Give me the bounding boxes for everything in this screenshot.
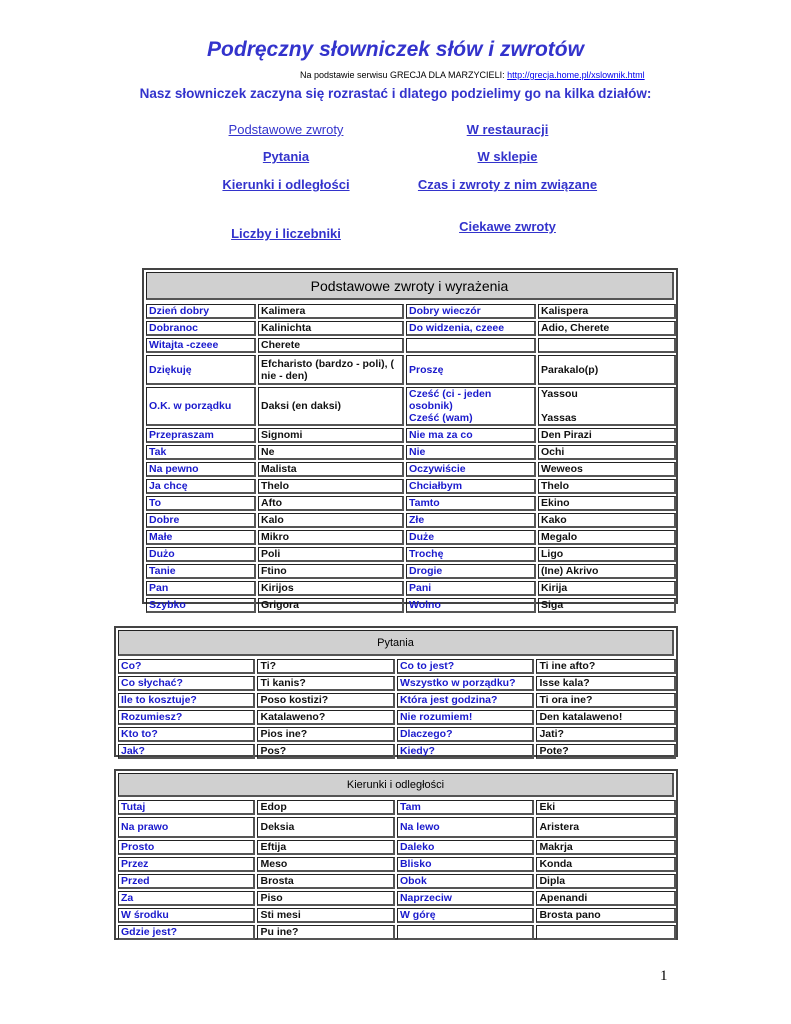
- table-row: [146, 479, 676, 494]
- greek-phrase-cell: Poli: [258, 547, 404, 562]
- table-row: [146, 304, 676, 319]
- polish-phrase-cell: Witajta -czeee: [146, 338, 256, 353]
- greek-phrase-cell: Daksi (en daksi): [258, 387, 404, 426]
- polish-phrase-cell: W środku: [118, 908, 255, 923]
- greek-phrase-cell: Ftino: [258, 564, 404, 579]
- greek-phrase-cell: Kirijos: [258, 581, 404, 596]
- nav-link-restauracja[interactable]: W restauracji: [466, 122, 549, 137]
- polish-phrase-cell: Co słychać?: [118, 676, 255, 691]
- table-row: [146, 387, 676, 426]
- polish-phrase-cell: Drogie: [406, 564, 536, 579]
- table-row: [146, 355, 676, 385]
- table-row: [146, 445, 676, 460]
- polish-phrase-cell: Dużo: [146, 547, 256, 562]
- polish-phrase-cell: Która jest godzina?: [397, 693, 534, 708]
- table-row: [118, 727, 676, 742]
- polish-phrase-cell: Daleko: [397, 840, 534, 855]
- greek-phrase-cell: Edop: [257, 800, 394, 815]
- table-row: [118, 800, 676, 815]
- greek-phrase-cell: Isse kala?: [536, 676, 676, 691]
- greek-phrase-cell: Pos?: [257, 744, 394, 759]
- greek-phrase-cell: Siga: [538, 598, 676, 613]
- polish-phrase-cell: Kto to?: [118, 727, 255, 742]
- polish-phrase-cell: Nie rozumiem!: [397, 710, 534, 725]
- source-note: [300, 70, 645, 80]
- polish-phrase-cell: Ja chcę: [146, 479, 256, 494]
- polish-phrase-cell: Obok: [397, 874, 534, 889]
- greek-phrase-cell: Ti?: [257, 659, 394, 674]
- table-kierunki: [116, 798, 678, 942]
- page-number: 1: [660, 968, 668, 984]
- polish-phrase-cell: [406, 338, 536, 353]
- polish-phrase-cell: Kiedy?: [397, 744, 534, 759]
- greek-phrase-cell: Eftija: [257, 840, 394, 855]
- greek-phrase-cell: Den Pirazi: [538, 428, 676, 443]
- greek-phrase-cell: Brosta pano: [536, 908, 676, 923]
- greek-phrase-cell: Kako: [538, 513, 676, 528]
- polish-phrase-cell: Duże: [406, 530, 536, 545]
- greek-phrase-cell: Yassou Yassas: [538, 387, 676, 426]
- polish-phrase-cell: Pani: [406, 581, 536, 596]
- polish-phrase-cell: Przez: [118, 857, 255, 872]
- greek-phrase-cell: Thelo: [258, 479, 404, 494]
- nav-link-liczby[interactable]: Liczby i liczebniki: [231, 226, 341, 241]
- greek-phrase-cell: Thelo: [538, 479, 676, 494]
- greek-phrase-cell: Ti ine afto?: [536, 659, 676, 674]
- polish-phrase-cell: Gdzie jest?: [118, 925, 255, 940]
- polish-phrase-cell: Tanie: [146, 564, 256, 579]
- table-kierunki-title: Kierunki i odległości: [118, 773, 674, 797]
- greek-phrase-cell: Afto: [258, 496, 404, 511]
- table-podstawowe: [144, 302, 678, 615]
- greek-phrase-cell: Ti kanis?: [257, 676, 394, 691]
- polish-phrase-cell: Do widzenia, czeee: [406, 321, 536, 336]
- polish-phrase-cell: Trochę: [406, 547, 536, 562]
- table-row: [146, 496, 676, 511]
- greek-phrase-cell: Makrja: [536, 840, 676, 855]
- polish-phrase-cell: Jak?: [118, 744, 255, 759]
- polish-phrase-cell: [397, 925, 534, 940]
- polish-phrase-cell: Tak: [146, 445, 256, 460]
- polish-phrase-cell: Dobre: [146, 513, 256, 528]
- nav-link-kierunki[interactable]: Kierunki i odległości: [222, 177, 350, 192]
- table-row: [118, 817, 676, 838]
- polish-phrase-cell: Nie: [406, 445, 536, 460]
- polish-phrase-cell: Co?: [118, 659, 255, 674]
- polish-phrase-cell: Tamto: [406, 496, 536, 511]
- polish-phrase-cell: Wszystko w porządku?: [397, 676, 534, 691]
- polish-phrase-cell: Rozumiesz?: [118, 710, 255, 725]
- greek-phrase-cell: Pios ine?: [257, 727, 394, 742]
- polish-phrase-cell: Dlaczego?: [397, 727, 534, 742]
- polish-phrase-cell: Tam: [397, 800, 534, 815]
- greek-phrase-cell: Kalo: [258, 513, 404, 528]
- polish-phrase-cell: Na lewo: [397, 817, 534, 838]
- table-row: [146, 530, 676, 545]
- greek-phrase-cell: Malista: [258, 462, 404, 477]
- table-row: [118, 891, 676, 906]
- polish-phrase-cell: Prosto: [118, 840, 255, 855]
- polish-phrase-cell: Oczywiście: [406, 462, 536, 477]
- greek-phrase-cell: (Ine) Akrivo: [538, 564, 676, 579]
- greek-phrase-cell: Pote?: [536, 744, 676, 759]
- greek-phrase-cell: Deksia: [257, 817, 394, 838]
- polish-phrase-cell: Szybko: [146, 598, 256, 613]
- greek-phrase-cell: Sti mesi: [257, 908, 394, 923]
- polish-phrase-cell: Dzień dobry: [146, 304, 256, 319]
- polish-phrase-cell: Dobry wieczór: [406, 304, 536, 319]
- table-row: [146, 547, 676, 562]
- polish-phrase-cell: Naprzeciw: [397, 891, 534, 906]
- polish-phrase-cell: W górę: [397, 908, 534, 923]
- polish-phrase-cell: Na pewno: [146, 462, 256, 477]
- table-row: [118, 710, 676, 725]
- greek-phrase-cell: Apenandi: [536, 891, 676, 906]
- polish-phrase-cell: Przed: [118, 874, 255, 889]
- table-row: [146, 598, 676, 613]
- nav-link-pytania[interactable]: Pytania: [262, 149, 310, 164]
- table-row: [146, 581, 676, 596]
- polish-phrase-cell: Małe: [146, 530, 256, 545]
- greek-phrase-cell: Katalaweno?: [257, 710, 394, 725]
- polish-phrase-cell: Chciałbym: [406, 479, 536, 494]
- polish-phrase-cell: Na prawo: [118, 817, 255, 838]
- table-row: [146, 564, 676, 579]
- greek-phrase-cell: Ekino: [538, 496, 676, 511]
- polish-phrase-cell: Proszę: [406, 355, 536, 385]
- table-row: [146, 428, 676, 443]
- greek-phrase-cell: Weweos: [538, 462, 676, 477]
- greek-phrase-cell: Konda: [536, 857, 676, 872]
- polish-phrase-cell: Złe: [406, 513, 536, 528]
- greek-phrase-cell: Kalimera: [258, 304, 404, 319]
- greek-phrase-cell: Megalo: [538, 530, 676, 545]
- nav-link-sklep[interactable]: W sklepie: [477, 149, 538, 164]
- table-pytania: [116, 657, 678, 761]
- greek-phrase-cell: Parakalo(p): [538, 355, 676, 385]
- polish-phrase-cell: Tutaj: [118, 800, 255, 815]
- greek-phrase-cell: Mikro: [258, 530, 404, 545]
- polish-phrase-cell: Wolno: [406, 598, 536, 613]
- nav-link-podstawowe[interactable]: Podstawowe zwroty: [228, 122, 344, 137]
- table-row: [118, 857, 676, 872]
- source-prefix: Na podstawie serwisu GRECJA DLA MARZYCIELI:: [300, 70, 508, 80]
- greek-phrase-cell: Adio, Cherete: [538, 321, 676, 336]
- table-row: [146, 462, 676, 477]
- greek-phrase-cell: Ne: [258, 445, 404, 460]
- polish-phrase-cell: Blisko: [397, 857, 534, 872]
- greek-phrase-cell: Signomi: [258, 428, 404, 443]
- polish-phrase-cell: Pan: [146, 581, 256, 596]
- polish-phrase-cell: Za: [118, 891, 255, 906]
- polish-phrase-cell: Ile to kosztuje?: [118, 693, 255, 708]
- table-pytania-title: Pytania: [118, 630, 674, 656]
- table-row: [118, 676, 676, 691]
- source-link[interactable]: http://grecja.home.pl/xslownik.html: [507, 70, 645, 80]
- greek-phrase-cell: Ochi: [538, 445, 676, 460]
- nav-link-czas[interactable]: Czas i zwroty z nim związane: [417, 177, 598, 192]
- table-row: [146, 321, 676, 336]
- greek-phrase-cell: Den katalaweno!: [536, 710, 676, 725]
- greek-phrase-cell: Eki: [536, 800, 676, 815]
- greek-phrase-cell: Ligo: [538, 547, 676, 562]
- polish-phrase-cell: Dobranoc: [146, 321, 256, 336]
- table-row: [118, 659, 676, 674]
- table-row: [146, 513, 676, 528]
- table-row: [146, 338, 676, 353]
- greek-phrase-cell: Meso: [257, 857, 394, 872]
- table-podstawowe-title: Podstawowe zwroty i wyrażenia: [146, 272, 674, 300]
- intro-text: Nasz słowniczek zaczyna się rozrastać i dlatego podzielimy go na kilka działów:: [139, 86, 652, 101]
- polish-phrase-cell: Przepraszam: [146, 428, 256, 443]
- nav-link-ciekawe[interactable]: Ciekawe zwroty: [459, 219, 556, 234]
- table-row: [118, 925, 676, 940]
- polish-phrase-cell: O.K. w porządku: [146, 387, 256, 426]
- polish-phrase-cell: Nie ma za co: [406, 428, 536, 443]
- polish-phrase-cell: Co to jest?: [397, 659, 534, 674]
- greek-phrase-cell: Ti ora ine?: [536, 693, 676, 708]
- polish-phrase-cell: Dziękuję: [146, 355, 256, 385]
- greek-phrase-cell: Poso kostizi?: [257, 693, 394, 708]
- table-row: [118, 874, 676, 889]
- greek-phrase-cell: Dipla: [536, 874, 676, 889]
- polish-phrase-cell: Cześć (ci - jeden osobnik) Cześć (wam): [406, 387, 536, 426]
- table-row: [118, 693, 676, 708]
- greek-phrase-cell: Kalispera: [538, 304, 676, 319]
- table-row: [118, 744, 676, 759]
- table-row: [118, 840, 676, 855]
- table-row: [118, 908, 676, 923]
- greek-phrase-cell: [538, 338, 676, 353]
- greek-phrase-cell: Kirija: [538, 581, 676, 596]
- greek-phrase-cell: Kalinichta: [258, 321, 404, 336]
- greek-phrase-cell: Brosta: [257, 874, 394, 889]
- polish-phrase-cell: To: [146, 496, 256, 511]
- greek-phrase-cell: Aristera: [536, 817, 676, 838]
- greek-phrase-cell: Efcharisto (bardzo - poli), ( nie - den): [258, 355, 404, 385]
- greek-phrase-cell: [536, 925, 676, 940]
- greek-phrase-cell: Cherete: [258, 338, 404, 353]
- greek-phrase-cell: Pu ine?: [257, 925, 394, 940]
- greek-phrase-cell: Grigora: [258, 598, 404, 613]
- greek-phrase-cell: Jati?: [536, 727, 676, 742]
- page-title: Podręczny słowniczek słów i zwrotów: [207, 38, 584, 61]
- greek-phrase-cell: Piso: [257, 891, 394, 906]
